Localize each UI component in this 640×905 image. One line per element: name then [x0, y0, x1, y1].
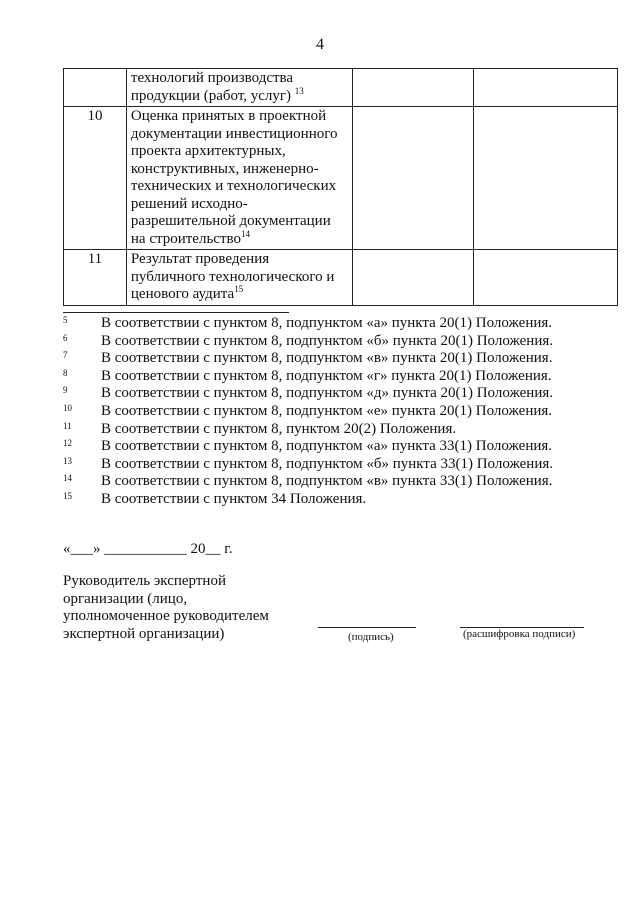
table-row: [64, 69, 618, 107]
footnote-text: В соответствии с пунктом 8, подпунктом «д» пункта 20(1) Положения.: [101, 385, 553, 402]
footnote-item: [63, 315, 623, 333]
row-description: [126, 69, 352, 107]
footnote-text: В соответствии с пунктом 8, подпунктом «г» пункта 20(1) Положения.: [101, 367, 552, 384]
footnote-ref: 13: [294, 85, 304, 96]
description-line: ценового аудита$^{15}$: [130, 284, 244, 302]
footnote-item: [63, 456, 623, 474]
footnote-item: [63, 350, 623, 368]
footnote-mark: 13: [63, 455, 72, 466]
footnote-mark: 11: [63, 420, 72, 431]
signatory-line: организации (лицо,: [63, 590, 188, 607]
footnotes-list: [63, 315, 623, 509]
empty-cell: [352, 250, 474, 306]
description-line: на строительство$^{14}$: [130, 228, 250, 247]
footnote-item: [63, 368, 623, 386]
description-line: проекта архитектурных,: [130, 143, 286, 159]
footnote-item: [63, 438, 623, 456]
footnote-mark: 6: [63, 332, 68, 343]
footnote-text: В соответствии с пунктом 34 Положения.: [101, 490, 367, 507]
description-line: технических и технологических: [130, 178, 337, 194]
signatory-title: [63, 573, 313, 643]
footnote-ref: 15: [234, 284, 244, 294]
description-line: документации инвестиционного: [130, 125, 338, 142]
page-number: 4: [316, 36, 324, 53]
description-line: технологий производства: [130, 70, 294, 86]
footnote-item: [63, 385, 623, 403]
footnote-separator: [63, 312, 289, 313]
empty-cell: [474, 107, 618, 250]
footnote-text: В соответствии с пунктом 8, пунктом 20(2) Положения.: [101, 420, 457, 437]
footnote-mark: 9: [63, 385, 68, 396]
table-row: [64, 250, 618, 306]
footnote-mark: 5: [63, 315, 68, 325]
footnote-item: [63, 473, 623, 491]
empty-cell: [474, 250, 618, 306]
footnote-item: [63, 421, 623, 439]
signature-line: [318, 627, 416, 628]
signatory-line: уполномоченное руководителем: [63, 608, 269, 625]
row-description: [126, 107, 352, 250]
row-description: [126, 250, 352, 306]
footnote-text: В соответствии с пунктом 8, подпунктом «в» пункта 33(1) Положения.: [101, 473, 553, 490]
description-line: Результат проведения: [130, 251, 270, 267]
description-line: Оценка принятых в проектной: [130, 108, 327, 124]
assessment-table: [63, 68, 618, 306]
description-line: продукции (работ, услуг) $^{13}$: [130, 85, 304, 104]
footnote-mark: 15: [63, 490, 72, 501]
footnote-text: В соответствии с пунктом 8, подпунктом «б» пункта 20(1) Положения.: [101, 332, 553, 349]
footnote-mark: 12: [63, 438, 72, 449]
empty-cell: [474, 69, 618, 107]
footnote-text: В соответствии с пунктом 8, подпунктом «е» пункта 20(1) Положения.: [101, 402, 553, 419]
footnote-text: В соответствии с пунктом 8, подпунктом «а» пункта 33(1) Положения.: [101, 438, 553, 455]
description-line: разрешительной документации: [130, 213, 331, 229]
footnote-item: [63, 403, 623, 421]
signatory-line: Руководитель экспертной: [63, 573, 226, 589]
footnote-mark: 8: [63, 367, 68, 378]
empty-cell: [352, 107, 474, 250]
description-line: конструктивных, инженерно-: [130, 160, 319, 177]
footnote-mark: 10: [63, 402, 72, 413]
row-number: [64, 69, 127, 107]
footnote-text: В соответствии с пунктом 8, подпунктом «а» пункта 20(1) Положения.: [101, 315, 553, 331]
description-line: публичного технологического и: [130, 268, 335, 285]
row-number: 10: [64, 107, 127, 250]
footnote-item: [63, 491, 623, 509]
table-row: [64, 107, 618, 250]
footnote-ref: 14: [240, 228, 250, 239]
footnote-mark: 7: [63, 350, 68, 361]
footnote-mark: 14: [63, 473, 72, 484]
row-number: 11: [64, 250, 127, 306]
signature-label: (подпись): [348, 631, 394, 643]
signature-decode-label: (расшифровка подписи): [463, 628, 576, 640]
description-line: решений исходно-: [130, 195, 248, 212]
empty-cell: [352, 69, 474, 107]
signatory-line: экспертной организации): [63, 625, 225, 642]
footnote-text: В соответствии с пунктом 8, подпунктом «в» пункта 20(1) Положения.: [101, 350, 553, 367]
footnote-item: [63, 333, 623, 351]
date-line: «___» ___________ 20__ г.: [63, 541, 233, 557]
footnote-text: В соответствии с пунктом 8, подпунктом «б» пункта 33(1) Положения.: [101, 455, 553, 472]
